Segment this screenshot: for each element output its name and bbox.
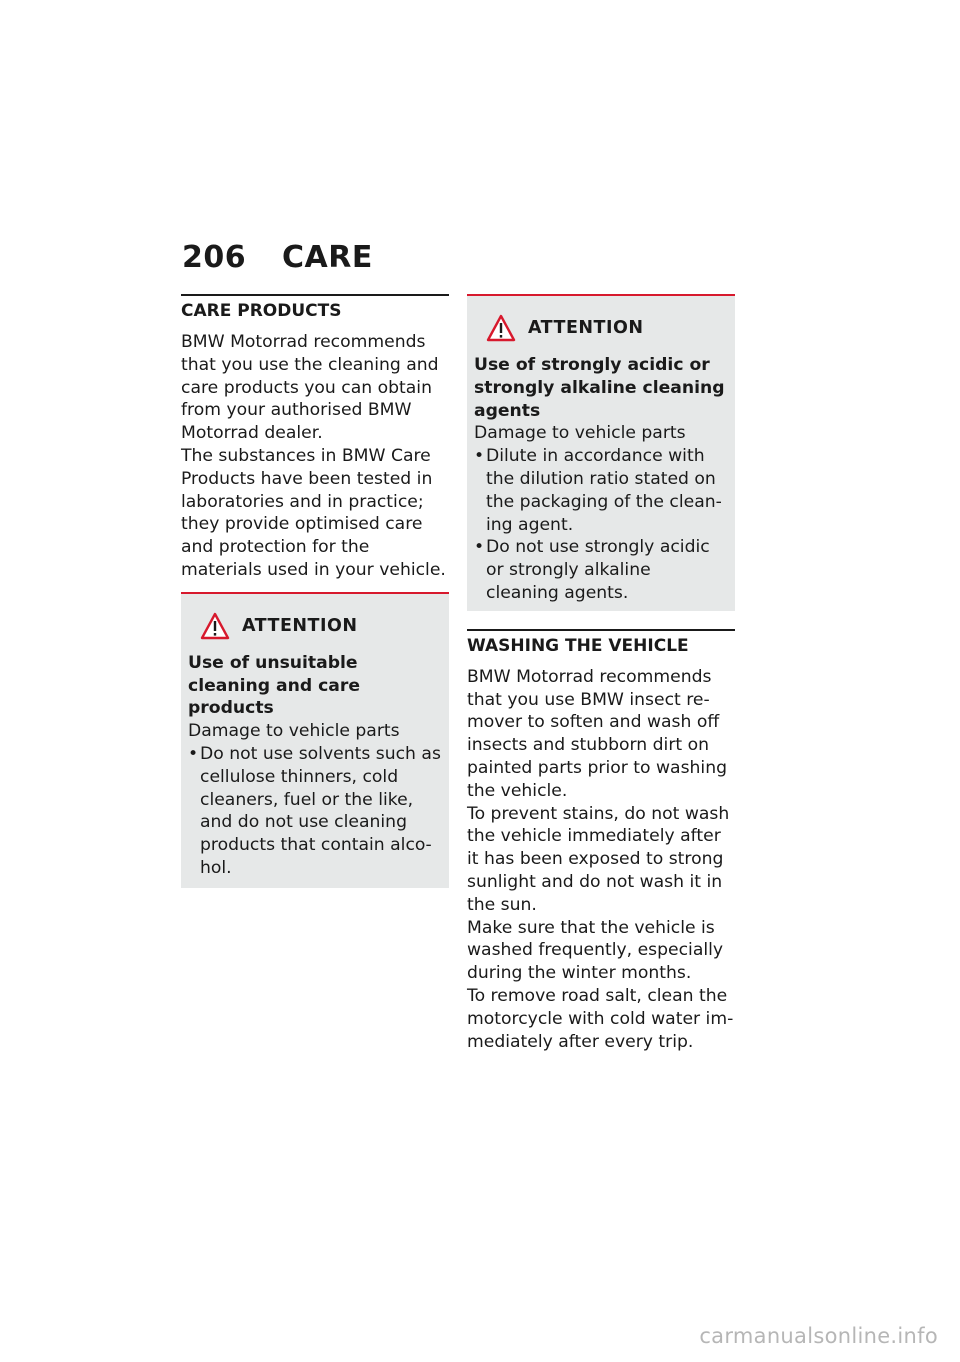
list-item: • Dilute in accordance with the dilution ratio stated on the packaging of the cleaning agent. <box>474 445 727 536</box>
attention-box-unsuitable-products <box>181 592 449 888</box>
paragraph: BMW Motorrad recommends that you use BMW insect remover to soften and wash off insects and stubborn dirt on painted parts prior to washing the vehicle. <box>467 666 727 801</box>
attention-effect: Damage to vehicle parts <box>188 721 400 742</box>
page-number: 206 <box>182 240 247 275</box>
warning-triangle-icon <box>200 612 230 640</box>
attention-label: ATTENTION <box>528 318 644 338</box>
paragraph: Make sure that the vehicle is washed frequently, especially during the winter months. <box>467 917 724 984</box>
care-products-body <box>181 331 449 582</box>
attention-bullet-list <box>474 445 727 605</box>
watermark: carmanualsonline.info <box>699 1324 938 1348</box>
care-products-section <box>181 294 449 582</box>
washing-heading: WASHING THE VEHICLE <box>467 629 735 659</box>
attention-header <box>188 608 441 644</box>
paragraph: The substances in BMW Care Products have been tested in laboratories and in practice; they provide optimised care and protection for the materials used in your vehicle. <box>181 445 446 580</box>
attention-title: Use of unsuitable cleaning and care products <box>188 652 361 719</box>
list-item: • Do not use strongly acidic or strongly alkaline cleaning agents. <box>474 536 727 604</box>
attention-label: ATTENTION <box>242 615 358 636</box>
paragraph: To remove road salt, clean the motorcycle with cold water immediately after every trip. <box>467 985 734 1052</box>
list-item: • Do not use solvents such as cellulose thinners, cold cleaners, fuel or the like, and do not use cleaning products that contain alcohol. <box>188 743 441 880</box>
paragraph: To prevent stains, do not wash the vehicle immediately after it has been exposed to strong sunlight and do not wash it in the sun. <box>467 803 730 915</box>
paragraph: BMW Motorrad recommends that you use the cleaning and care products you can obtain from your authorised BMW Motorrad dealer. <box>181 332 439 444</box>
left-column <box>181 294 449 888</box>
warning-triangle-icon <box>486 314 516 342</box>
washing-section <box>467 629 735 1054</box>
attention-box-acidic-agents <box>467 294 735 611</box>
attention-bullet-list <box>188 743 441 880</box>
attention-title: Use of strongly acidic or strongly alkaline cleaning agents <box>474 355 725 421</box>
right-column <box>467 294 735 1053</box>
chapter-title: CARE <box>282 240 373 275</box>
attention-header <box>474 310 727 346</box>
care-products-heading: CARE PRODUCTS <box>181 294 449 324</box>
attention-effect: Damage to vehicle parts <box>474 423 686 444</box>
washing-body <box>467 666 735 1054</box>
